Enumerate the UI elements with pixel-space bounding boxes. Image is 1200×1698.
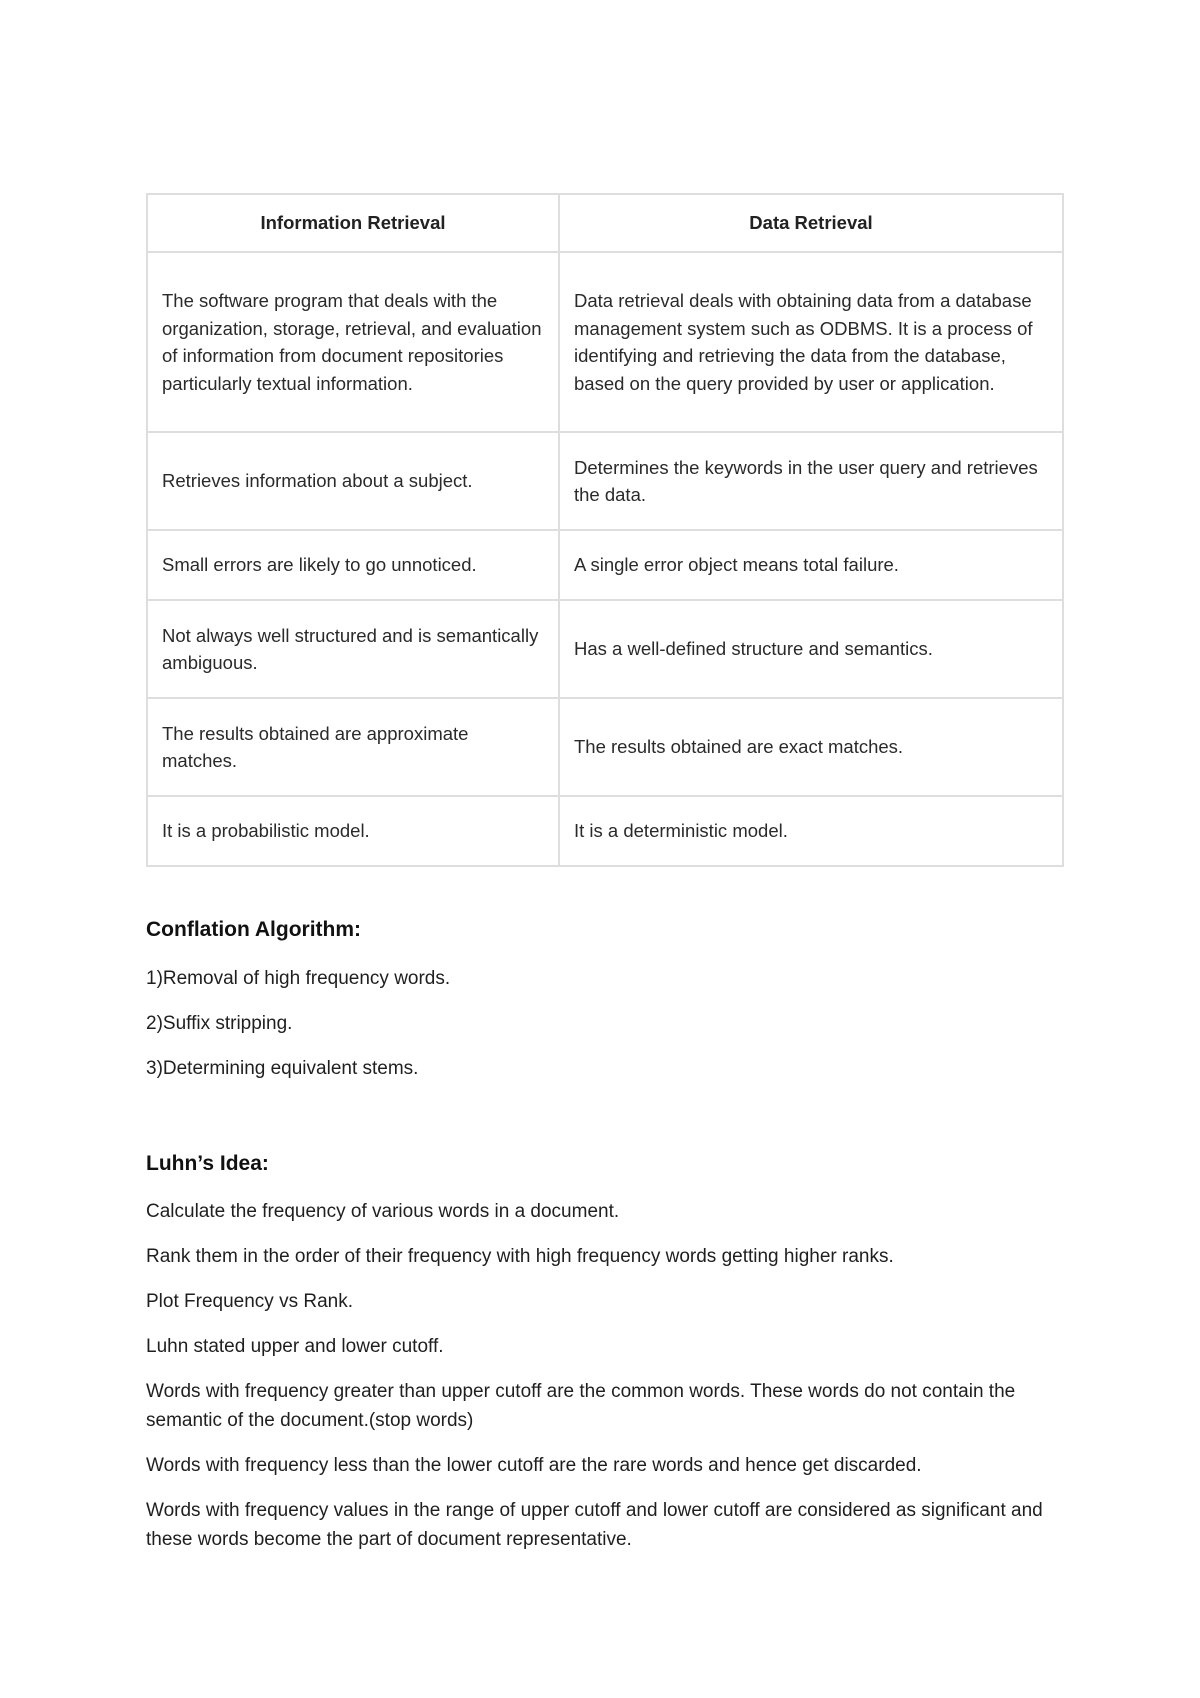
table-cell: Data retrieval deals with obtaining data from a database management system such as ODBMS. It is a process of identifying and retrieving the data from the database, based on the query provided by user or application. bbox=[559, 252, 1063, 432]
table-cell: The results obtained are approximate matches. bbox=[147, 698, 559, 796]
table-cell: Has a well-defined structure and semantics. bbox=[559, 600, 1063, 698]
luhn-paragraph: Luhn stated upper and lower cutoff. bbox=[146, 1336, 444, 1357]
luhn-paragraph: Plot Frequency vs Rank. bbox=[146, 1291, 353, 1312]
table-row bbox=[147, 252, 1063, 432]
table-row bbox=[147, 432, 1063, 530]
table-cell: Retrieves information about a subject. bbox=[147, 432, 559, 530]
comparison-table bbox=[146, 193, 1064, 867]
conflation-item: 1)Removal of high frequency words. bbox=[146, 968, 451, 989]
table-cell: The software program that deals with the organization, storage, retrieval, and evaluation of information from document repositories particularly textual information. bbox=[147, 252, 559, 432]
luhn-paragraph: Rank them in the order of their frequency with high frequency words getting higher ranks. bbox=[146, 1246, 894, 1267]
table-row bbox=[147, 796, 1063, 866]
luhn-heading: Luhn’s Idea: bbox=[146, 1152, 269, 1175]
conflation-heading: Conflation Algorithm: bbox=[146, 918, 362, 941]
conflation-item: 3)Determining equivalent stems. bbox=[146, 1058, 419, 1079]
luhn-paragraph: Words with frequency values in the range of upper cutoff and lower cutoff are considered as significant and these words become the part of document representative. bbox=[146, 1500, 1043, 1550]
luhn-paragraph: Words with frequency less than the lower cutoff are the rare words and hence get discarded. bbox=[146, 1455, 922, 1476]
table-cell: It is a probabilistic model. bbox=[147, 796, 559, 866]
header-information-retrieval: Information Retrieval bbox=[147, 194, 559, 252]
conflation-item: 2)Suffix stripping. bbox=[146, 1013, 293, 1034]
table-cell: It is a deterministic model. bbox=[559, 796, 1063, 866]
table-row bbox=[147, 530, 1063, 600]
table-cell: A single error object means total failure. bbox=[559, 530, 1063, 600]
table-cell: The results obtained are exact matches. bbox=[559, 698, 1063, 796]
luhn-paragraph: Calculate the frequency of various words in a document. bbox=[146, 1201, 620, 1222]
luhn-paragraph: Words with frequency greater than upper cutoff are the common words. These words do not contain the semantic of the document.(stop words) bbox=[146, 1381, 1016, 1431]
header-data-retrieval: Data Retrieval bbox=[559, 194, 1063, 252]
table-row bbox=[147, 600, 1063, 698]
table-cell: Small errors are likely to go unnoticed. bbox=[147, 530, 559, 600]
table-cell: Not always well structured and is semantically ambiguous. bbox=[147, 600, 559, 698]
table-header-row bbox=[147, 194, 1063, 252]
table-row bbox=[147, 698, 1063, 796]
table-cell: Determines the keywords in the user query and retrieves the data. bbox=[559, 432, 1063, 530]
